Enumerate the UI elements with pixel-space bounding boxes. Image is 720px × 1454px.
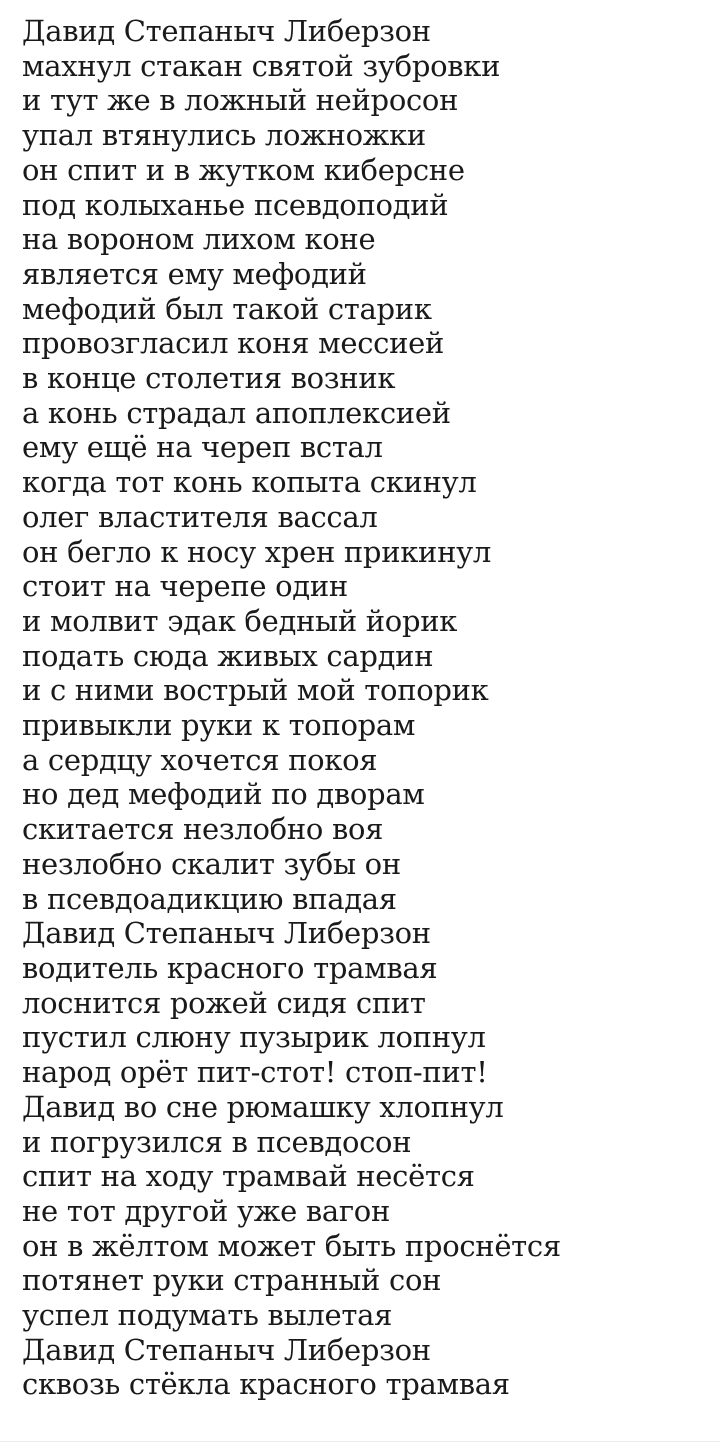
poem-line: мефодий был такой старик [22, 291, 432, 326]
poem-line: ему ещё на череп встал [22, 430, 383, 465]
poem-line: лоснится рожей сидя спит [22, 985, 426, 1020]
poem-line: подать сюда живых сардин [22, 638, 434, 673]
poem-line: не тот другой уже вагон [22, 1193, 390, 1228]
poem-line: но дед мефодий по дворам [22, 777, 425, 812]
poem-line: в конце столетия возник [22, 361, 396, 396]
poem-line: сквозь стёкла красного трамвая [22, 1367, 510, 1402]
poem-line: махнул стакан святой зубровки [22, 48, 501, 83]
poem-line: спит на ходу трамвай несётся [22, 1159, 475, 1194]
poem-line: а конь страдал апоплексией [22, 395, 451, 430]
poem-line: провозгласил коня мессией [22, 326, 445, 361]
poem-line: на вороном лихом коне [22, 222, 376, 257]
poem-line: а сердцу хочется покоя [22, 742, 378, 777]
poem-line: в псевдоадикцию впадая [22, 881, 397, 916]
poem-line: Давид Степаныч Либерзон [22, 14, 431, 48]
poem-line: и с ними вострый мой топорик [22, 673, 489, 708]
divider [0, 1441, 720, 1442]
poem-line: и погрузился в псевдосон [22, 1124, 412, 1159]
poem-line: он бегло к носу хрен прикинул [22, 534, 491, 569]
poem-line: когда тот конь копыта скинул [22, 465, 477, 500]
poem-line: Давид во сне рюмашку хлопнул [22, 1089, 504, 1124]
poem-line: и молвит эдак бедный йорик [22, 603, 458, 638]
poem-line: Давид Степаныч Либерзон [22, 916, 431, 951]
poem-line: стоит на черепе один [22, 569, 348, 604]
poem-line: скитается незлобно воя [22, 812, 384, 847]
poem-text [22, 14, 712, 1402]
poem-line: является ему мефодий [22, 256, 367, 291]
poem-line: привыкли руки к топорам [22, 708, 416, 743]
poem-line: народ орёт пит-стот! стоп-пит! [22, 1055, 488, 1090]
poem-line: он в жёлтом может быть проснётся [22, 1228, 561, 1263]
poem-line: успел подумать вылетая [22, 1298, 393, 1333]
poem-line: Давид Степаныч Либерзон [22, 1332, 431, 1367]
poem-line: водитель красного трамвая [22, 950, 438, 985]
poem-line: под колыханье псевдоподий [22, 187, 449, 222]
poem-line: пустил слюну пузырик лопнул [22, 1020, 486, 1055]
poem-line: он спит и в жутком киберсне [22, 152, 465, 187]
poem-line: упал втянулись ложножки [22, 118, 426, 153]
poem-line: незлобно скалит зубы он [22, 846, 401, 881]
poem-line: и тут же в ложный нейросон [22, 83, 459, 118]
poem-line: потянет руки странный сон [22, 1263, 442, 1298]
poem-line: олег властителя вассал [22, 499, 378, 534]
